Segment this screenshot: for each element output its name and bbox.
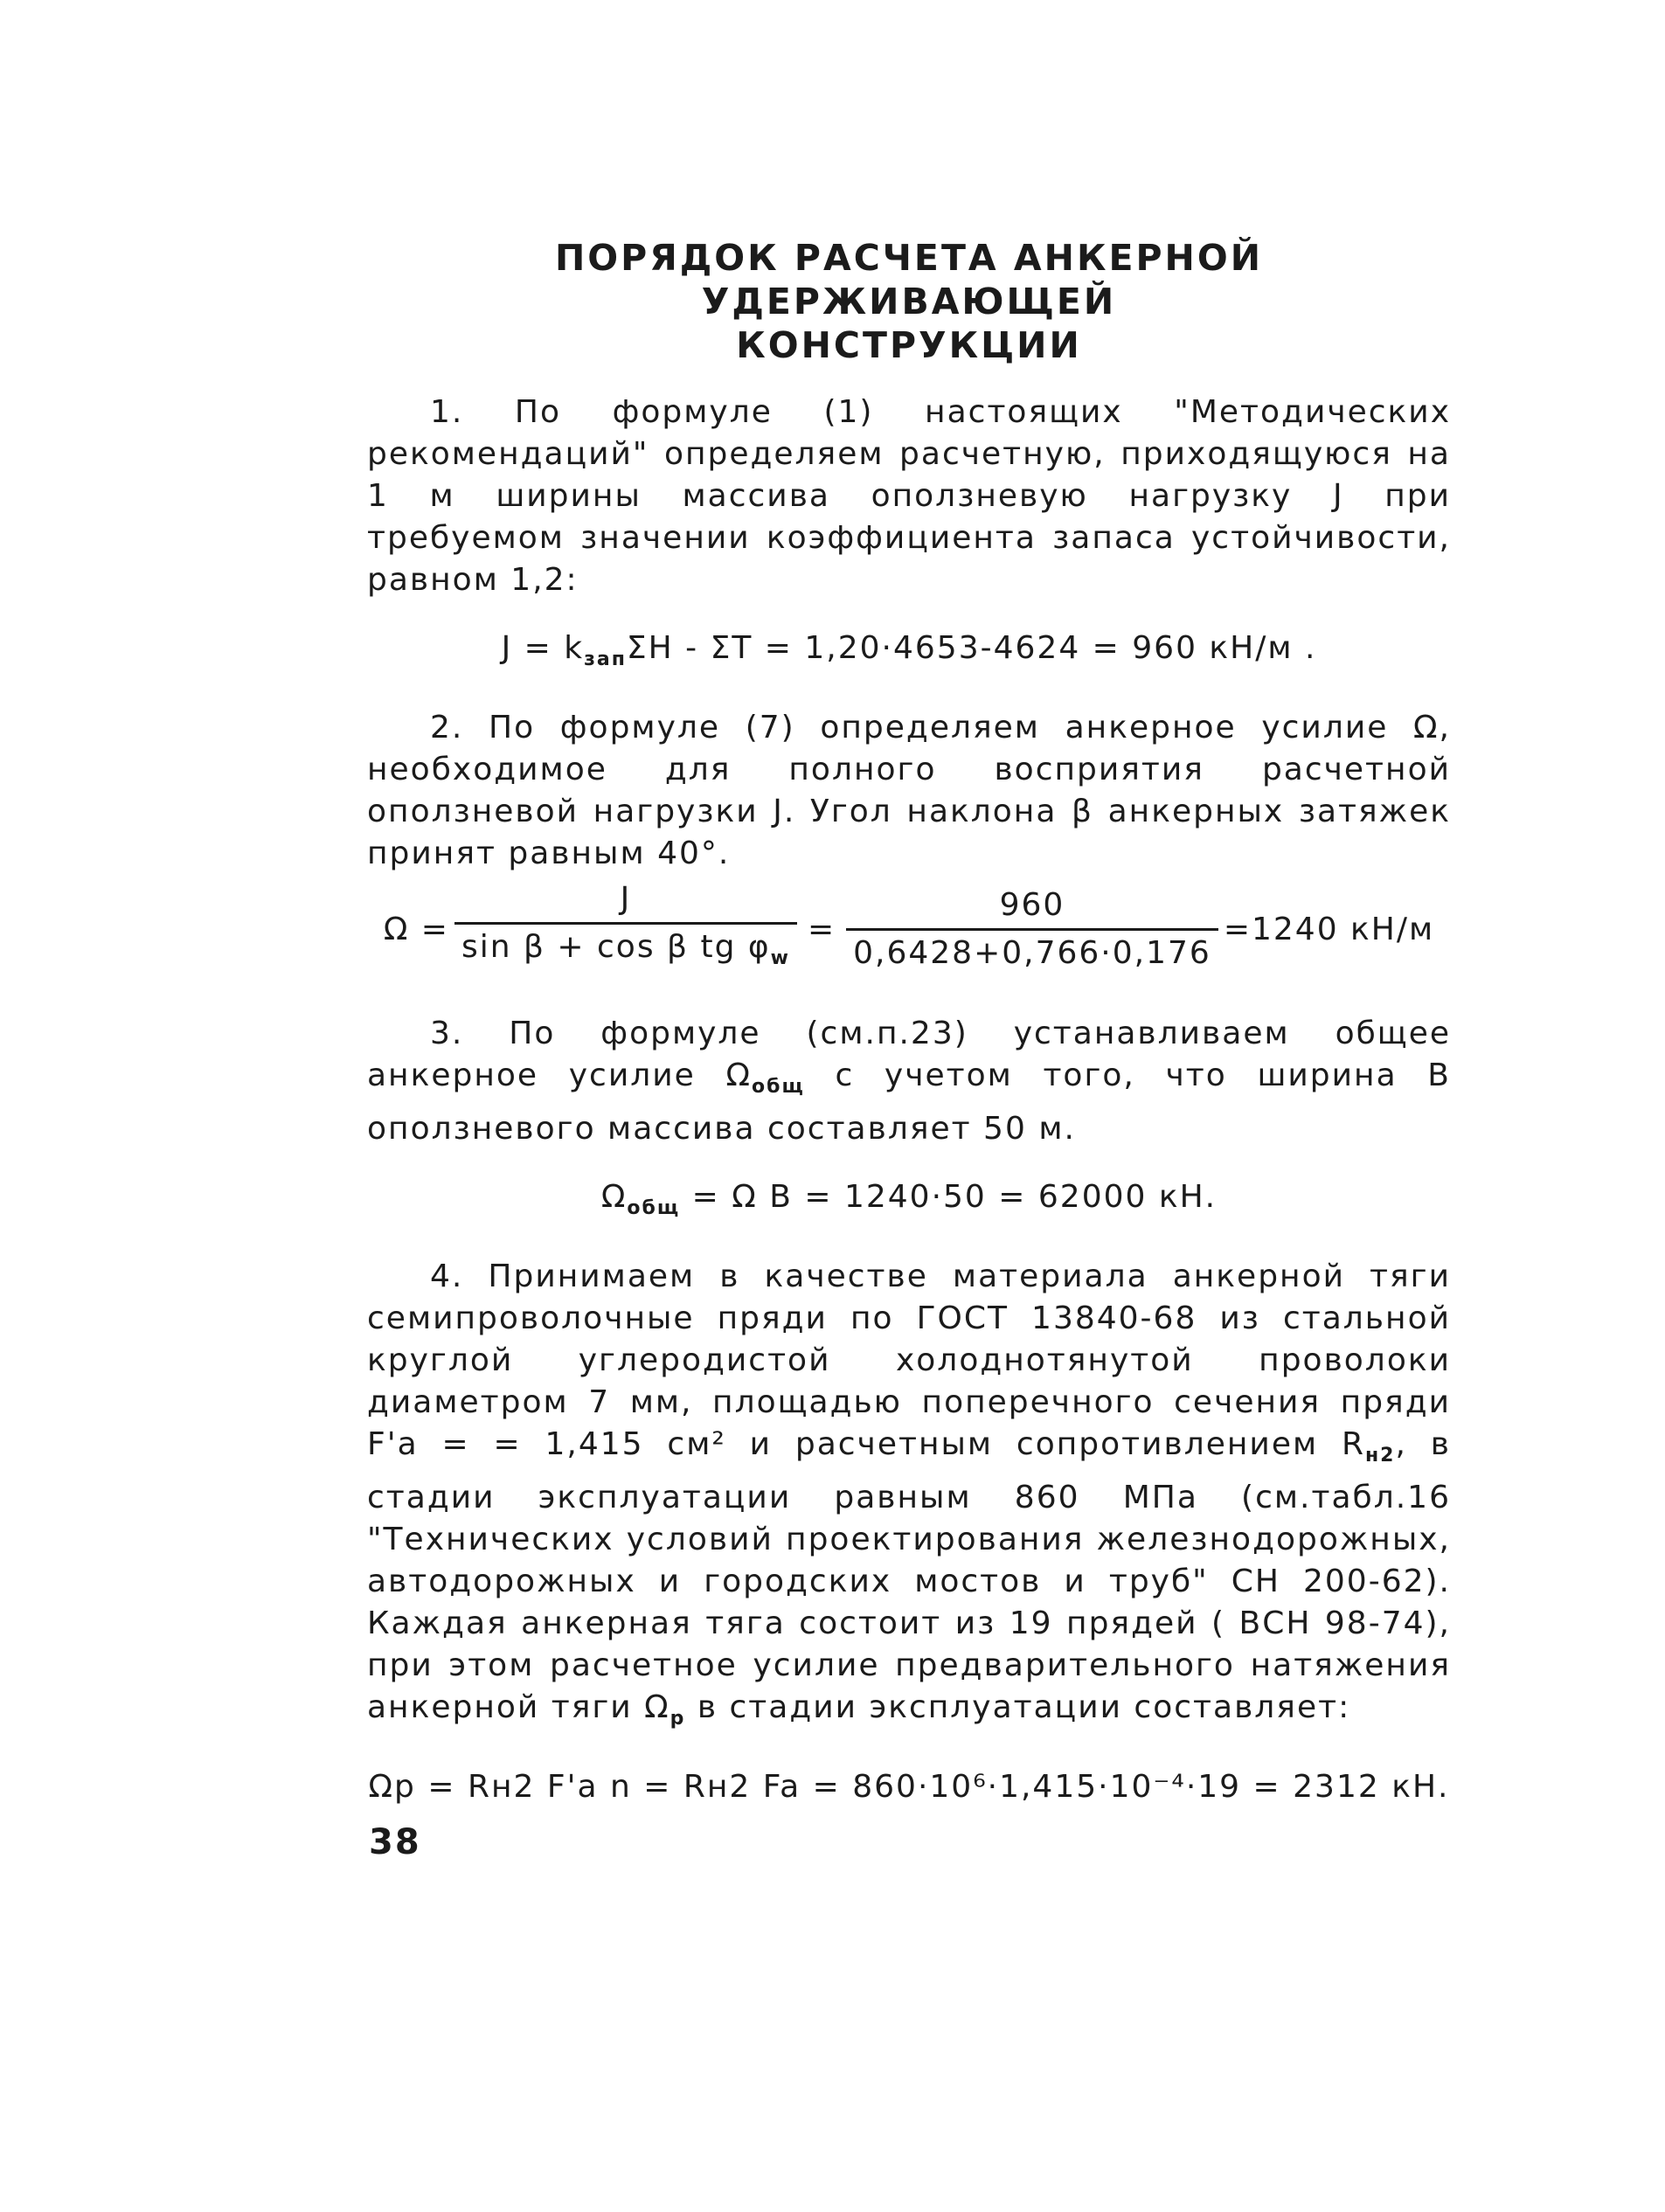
paragraph-4 xyxy=(367,1256,1451,1740)
page-number: 38 xyxy=(369,1822,421,1862)
paragraph-1 xyxy=(367,392,1451,601)
paragraph-4-text-3: в стадии эксплуатации составляет: xyxy=(685,1689,1351,1725)
formula-3-lhs: Ω xyxy=(600,1179,628,1215)
paragraph-4-text: 4. Принимаем в качестве материала анкерной тяги семипроволочные пряди по ГОСТ 13840-68 из стальной круглой углеродистой холоднотянутой проволоки диаметром 7 мм, площадью поперечного сечения пряди F'a = = 1,415 см² и расчетным сопротивлением R xyxy=(367,1259,1451,1462)
formula-2-frac1-numerator: J xyxy=(454,880,797,925)
formula-1-lhs: J = k xyxy=(501,630,585,666)
formula-2-rhs: =1240 кН/м xyxy=(1223,911,1435,947)
paragraph-2 xyxy=(367,707,1451,875)
formula-2-frac2-denominator: 0,6428+0,766·0,176 xyxy=(853,934,1211,971)
formula-3 xyxy=(367,1176,1451,1230)
paragraph-1-text: 1. По формуле (1) настоящих "Методических рекомендаций" определяем расчетную, приходящуюся на 1 м ширины массива оползневую нагрузку J при требуемом значении коэффициента запаса устойчивости, равном 1,2: xyxy=(367,394,1451,598)
paragraph-3-sub: общ xyxy=(751,1076,805,1098)
formula-3-sub: общ xyxy=(627,1197,681,1219)
paragraph-3-text: 3. По формуле (см.п.23) устанавливаем общее анкерное усилие Ω xyxy=(367,1016,1451,1093)
paragraph-4-text-2: , в стадии эксплуатации равным 860 МПа (см.табл.16 "Технических условий проектирования железнодорожных, автодорожных и городских мостов и труб" СН 200-62). Каждая анкерная тяга состоит из 19 прядей ( ВСН 98-74), при этом расчетное усилие предварительного натяжения анкерной тяги Ω xyxy=(367,1426,1451,1725)
title-line-2: КОНСТРУКЦИИ xyxy=(736,324,1082,366)
document-page xyxy=(367,236,1451,1834)
paragraph-3-text-2: с учетом того, что ширина B оползневого массива составляет 50 м. xyxy=(367,1057,1452,1147)
paragraph-2-text: 2. По формуле (7) определяем анкерное усилие Ω, необходимое для полного восприятия расчетной оползневой нагрузки J. Угол наклона β анкерных затяжек принят равным 40°. xyxy=(367,710,1451,871)
formula-2-frac2-numerator: 960 xyxy=(846,886,1218,931)
formula-3-rest: = Ω B = 1240·50 = 62000 кН. xyxy=(691,1179,1218,1215)
title-line-1: ПОРЯДОК РАСЧЕТА АНКЕРНОЙ УДЕРЖИВАЮЩЕЙ xyxy=(554,237,1264,322)
formula-2 xyxy=(367,880,1451,978)
formula-2-frac1-denominator: sin β + cos β tg $\varphi_w$ xyxy=(461,929,790,969)
formula-1-k-sub: зап xyxy=(584,648,627,670)
formula-2-fraction-2 xyxy=(853,886,1211,973)
page-title xyxy=(367,236,1451,367)
paragraph-4-sub: н2 xyxy=(1364,1445,1396,1467)
formula-2-frac1-den-sub: w xyxy=(770,947,790,969)
formula-4 xyxy=(367,1766,1451,1808)
formula-2-equals: = xyxy=(807,911,836,947)
formula-1 xyxy=(367,628,1451,681)
formula-1-rest: ΣH - ΣT = 1,20·4653-4624 = 960 кН/м . xyxy=(626,630,1317,666)
formula-4-text: Ωр = Rн2 F'a n = Rн2 Fa = 860·10⁶·1,415·10⁻⁴·19 = 2312 кН. xyxy=(368,1769,1450,1805)
formula-2-fraction-1 xyxy=(461,880,790,978)
paragraph-3 xyxy=(367,1013,1451,1150)
formula-2-lhs: Ω = xyxy=(383,911,449,947)
paragraph-4-sub-2: р xyxy=(669,1708,686,1730)
